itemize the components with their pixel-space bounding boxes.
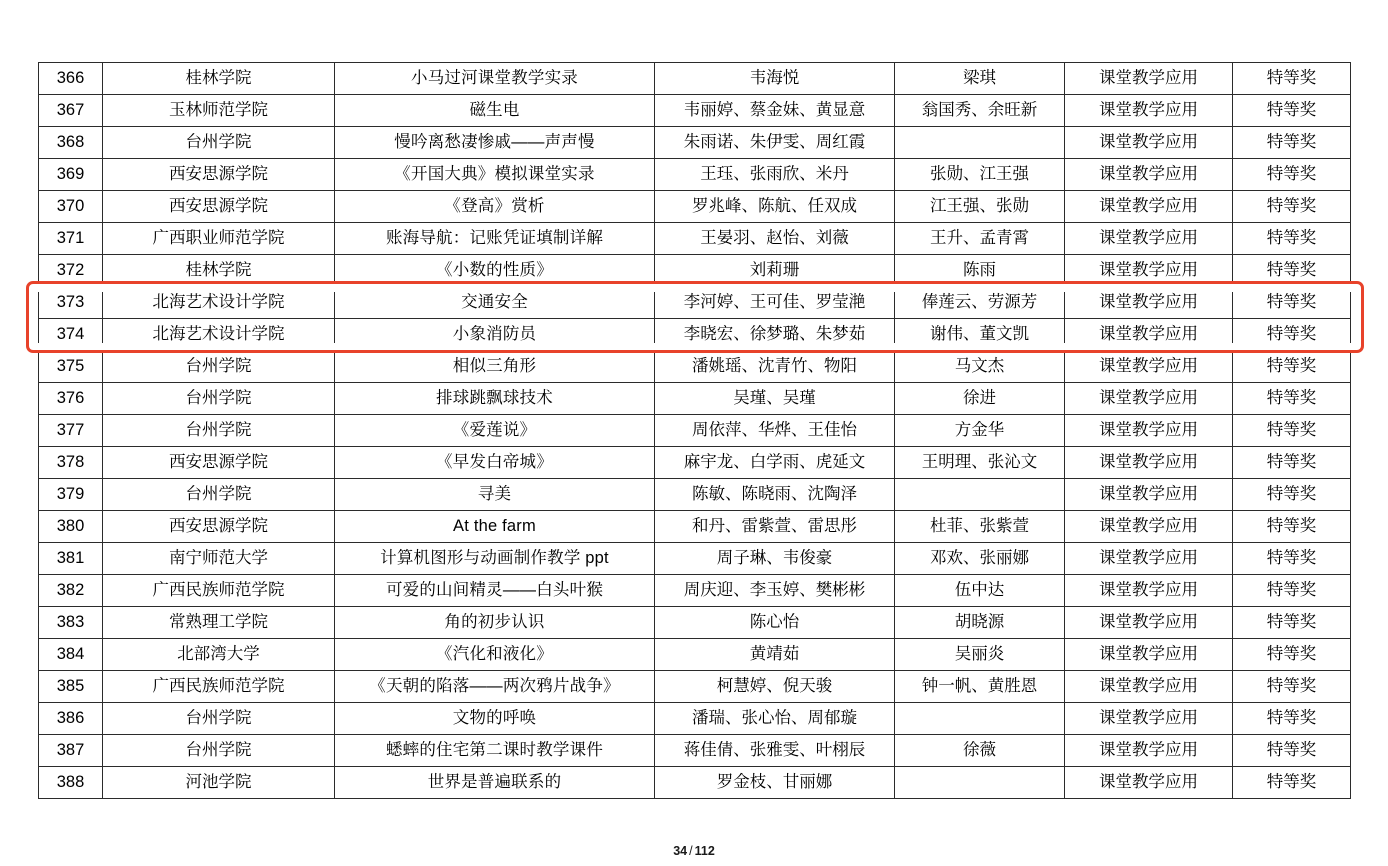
school-name: 台州学院: [103, 127, 335, 159]
authors: 黄靖茹: [655, 639, 895, 671]
award: 特等奖: [1233, 159, 1351, 191]
authors: 韦丽婷、蔡金妹、黄显意: [655, 95, 895, 127]
work-title: 世界是普遍联系的: [335, 767, 655, 799]
authors: 和丹、雷紫萱、雷思彤: [655, 511, 895, 543]
award: 特等奖: [1233, 383, 1351, 415]
work-title: 小马过河课堂教学实录: [335, 63, 655, 95]
advisors: [895, 127, 1065, 159]
row-number: 366: [39, 63, 103, 95]
work-title: 《汽化和液化》: [335, 639, 655, 671]
table-row: [39, 223, 1351, 255]
award: 特等奖: [1233, 735, 1351, 767]
advisors: 徐薇: [895, 735, 1065, 767]
row-number: 378: [39, 447, 103, 479]
school-name: 西安思源学院: [103, 511, 335, 543]
row-number: 377: [39, 415, 103, 447]
school-name: 常熟理工学院: [103, 607, 335, 639]
table-row: [39, 639, 1351, 671]
work-title: 《天朝的陷落——两次鸦片战争》: [335, 671, 655, 703]
category: 课堂教学应用: [1065, 159, 1233, 191]
row-number: 373: [39, 287, 103, 319]
table-row: [39, 703, 1351, 735]
category: 课堂教学应用: [1065, 287, 1233, 319]
work-title: 小象消防员: [335, 319, 655, 351]
authors: 潘姚瑶、沈青竹、物阳: [655, 351, 895, 383]
category: 课堂教学应用: [1065, 639, 1233, 671]
table-row: [39, 607, 1351, 639]
work-title: 排球跳飘球技术: [335, 383, 655, 415]
award: 特等奖: [1233, 415, 1351, 447]
category: 课堂教学应用: [1065, 383, 1233, 415]
category: 课堂教学应用: [1065, 255, 1233, 287]
advisors: 钟一帆、黄胜恩: [895, 671, 1065, 703]
award: 特等奖: [1233, 447, 1351, 479]
category: 课堂教学应用: [1065, 63, 1233, 95]
award-list-table-container: [38, 62, 1350, 799]
row-number: 388: [39, 767, 103, 799]
authors: 王晏羽、赵怡、刘薇: [655, 223, 895, 255]
school-name: 河池学院: [103, 767, 335, 799]
table-row: [39, 63, 1351, 95]
award: 特等奖: [1233, 319, 1351, 351]
advisors: 翁国秀、余旺新: [895, 95, 1065, 127]
advisors: 伍中达: [895, 575, 1065, 607]
authors: 周依萍、华烨、王佳怡: [655, 415, 895, 447]
category: 课堂教学应用: [1065, 319, 1233, 351]
row-number: 371: [39, 223, 103, 255]
category: 课堂教学应用: [1065, 575, 1233, 607]
row-number: 385: [39, 671, 103, 703]
table-row: [39, 511, 1351, 543]
page-footer: [0, 844, 1388, 858]
category: 课堂教学应用: [1065, 351, 1233, 383]
work-title: 慢吟离愁凄惨戚——声声慢: [335, 127, 655, 159]
work-title: 角的初步认识: [335, 607, 655, 639]
category: 课堂教学应用: [1065, 447, 1233, 479]
work-title: 磁生电: [335, 95, 655, 127]
award: 特等奖: [1233, 287, 1351, 319]
award: 特等奖: [1233, 671, 1351, 703]
school-name: 台州学院: [103, 351, 335, 383]
table-row: [39, 447, 1351, 479]
work-title: 《小数的性质》: [335, 255, 655, 287]
school-name: 台州学院: [103, 415, 335, 447]
category: 课堂教学应用: [1065, 767, 1233, 799]
advisors: 方金华: [895, 415, 1065, 447]
school-name: 广西民族师范学院: [103, 671, 335, 703]
authors: 李河婷、王可佳、罗莹滟: [655, 287, 895, 319]
row-number: 386: [39, 703, 103, 735]
award: 特等奖: [1233, 191, 1351, 223]
award: 特等奖: [1233, 127, 1351, 159]
authors: 罗金枝、甘丽娜: [655, 767, 895, 799]
row-number: 374: [39, 319, 103, 351]
row-number: 381: [39, 543, 103, 575]
table-row: [39, 287, 1351, 319]
advisors: 王升、孟青霄: [895, 223, 1065, 255]
category: 课堂教学应用: [1065, 415, 1233, 447]
table-row: [39, 415, 1351, 447]
table-row: [39, 479, 1351, 511]
footer-separator: /: [689, 844, 693, 858]
work-title: 账海导航：记账凭证填制详解: [335, 223, 655, 255]
advisors: 俸莲云、劳源芳: [895, 287, 1065, 319]
table-row: [39, 351, 1351, 383]
row-number: 382: [39, 575, 103, 607]
school-name: 西安思源学院: [103, 159, 335, 191]
authors: 韦海悦: [655, 63, 895, 95]
table-row: [39, 255, 1351, 287]
school-name: 台州学院: [103, 383, 335, 415]
row-number: 370: [39, 191, 103, 223]
award: 特等奖: [1233, 479, 1351, 511]
table-row: [39, 159, 1351, 191]
work-title: 计算机图形与动画制作教学 ppt: [335, 543, 655, 575]
authors: 王珏、张雨欣、米丹: [655, 159, 895, 191]
school-name: 西安思源学院: [103, 447, 335, 479]
table-row: [39, 95, 1351, 127]
authors: 刘莉珊: [655, 255, 895, 287]
advisors: [895, 479, 1065, 511]
advisors: 邓欢、张丽娜: [895, 543, 1065, 575]
table-row: [39, 383, 1351, 415]
table-row: [39, 735, 1351, 767]
award: 特等奖: [1233, 607, 1351, 639]
advisors: 谢伟、董文凯: [895, 319, 1065, 351]
work-title: 《爱莲说》: [335, 415, 655, 447]
table-row: [39, 543, 1351, 575]
advisors: 徐进: [895, 383, 1065, 415]
advisors: [895, 767, 1065, 799]
row-number: 380: [39, 511, 103, 543]
row-number: 376: [39, 383, 103, 415]
award: 特等奖: [1233, 639, 1351, 671]
footer-total-pages: 112: [694, 844, 715, 858]
authors: 周庆迎、李玉婷、樊彬彬: [655, 575, 895, 607]
work-title: 蟋蟀的住宅第二课时教学课件: [335, 735, 655, 767]
award: 特等奖: [1233, 703, 1351, 735]
school-name: 台州学院: [103, 735, 335, 767]
advisors: 杜菲、张紫萱: [895, 511, 1065, 543]
table-row: [39, 319, 1351, 351]
authors: 吴瑾、吴瑾: [655, 383, 895, 415]
advisors: 张勋、江王强: [895, 159, 1065, 191]
award-list-table: [38, 62, 1351, 799]
row-number: 372: [39, 255, 103, 287]
award: 特等奖: [1233, 223, 1351, 255]
school-name: 广西职业师范学院: [103, 223, 335, 255]
authors: 陈敏、陈晓雨、沈陶泽: [655, 479, 895, 511]
work-title: 寻美: [335, 479, 655, 511]
advisors: 马文杰: [895, 351, 1065, 383]
award: 特等奖: [1233, 63, 1351, 95]
work-title: 《早发白帝城》: [335, 447, 655, 479]
school-name: 玉林师范学院: [103, 95, 335, 127]
table-row: [39, 191, 1351, 223]
advisors: 梁琪: [895, 63, 1065, 95]
school-name: 北海艺术设计学院: [103, 287, 335, 319]
category: 课堂教学应用: [1065, 127, 1233, 159]
award: 特等奖: [1233, 575, 1351, 607]
table-row: [39, 671, 1351, 703]
work-title: 相似三角形: [335, 351, 655, 383]
advisors: [895, 703, 1065, 735]
authors: 周子琳、韦俊豪: [655, 543, 895, 575]
work-title: At the farm: [335, 511, 655, 543]
authors: 陈心怡: [655, 607, 895, 639]
category: 课堂教学应用: [1065, 671, 1233, 703]
advisors: 陈雨: [895, 255, 1065, 287]
authors: 柯慧婷、倪天骏: [655, 671, 895, 703]
award: 特等奖: [1233, 543, 1351, 575]
school-name: 北海艺术设计学院: [103, 319, 335, 351]
row-number: 384: [39, 639, 103, 671]
work-title: 可爱的山间精灵——白头叶猴: [335, 575, 655, 607]
category: 课堂教学应用: [1065, 607, 1233, 639]
school-name: 台州学院: [103, 703, 335, 735]
school-name: 西安思源学院: [103, 191, 335, 223]
authors: 潘瑞、张心怡、周郁璇: [655, 703, 895, 735]
authors: 麻宇龙、白学雨、虎延文: [655, 447, 895, 479]
advisors: 吴丽炎: [895, 639, 1065, 671]
row-number: 379: [39, 479, 103, 511]
category: 课堂教学应用: [1065, 223, 1233, 255]
school-name: 南宁师范大学: [103, 543, 335, 575]
category: 课堂教学应用: [1065, 735, 1233, 767]
advisors: 胡晓源: [895, 607, 1065, 639]
row-number: 369: [39, 159, 103, 191]
advisors: 王明理、张沁文: [895, 447, 1065, 479]
authors: 蒋佳倩、张雅雯、叶栩辰: [655, 735, 895, 767]
row-number: 383: [39, 607, 103, 639]
row-number: 387: [39, 735, 103, 767]
category: 课堂教学应用: [1065, 703, 1233, 735]
school-name: 台州学院: [103, 479, 335, 511]
advisors: 江王强、张勋: [895, 191, 1065, 223]
table-row: [39, 767, 1351, 799]
row-number: 375: [39, 351, 103, 383]
footer-current-page: 34: [673, 844, 688, 858]
authors: 李晓宏、徐梦璐、朱梦茹: [655, 319, 895, 351]
row-number: 367: [39, 95, 103, 127]
school-name: 广西民族师范学院: [103, 575, 335, 607]
table-row: [39, 127, 1351, 159]
work-title: 交通安全: [335, 287, 655, 319]
award: 特等奖: [1233, 351, 1351, 383]
category: 课堂教学应用: [1065, 543, 1233, 575]
category: 课堂教学应用: [1065, 191, 1233, 223]
award: 特等奖: [1233, 95, 1351, 127]
work-title: 《登高》赏析: [335, 191, 655, 223]
authors: 罗兆峰、陈航、任双成: [655, 191, 895, 223]
work-title: 《开国大典》模拟课堂实录: [335, 159, 655, 191]
authors: 朱雨诺、朱伊雯、周红霞: [655, 127, 895, 159]
work-title: 文物的呼唤: [335, 703, 655, 735]
award: 特等奖: [1233, 767, 1351, 799]
row-number: 368: [39, 127, 103, 159]
school-name: 北部湾大学: [103, 639, 335, 671]
award: 特等奖: [1233, 255, 1351, 287]
school-name: 桂林学院: [103, 63, 335, 95]
category: 课堂教学应用: [1065, 479, 1233, 511]
school-name: 桂林学院: [103, 255, 335, 287]
table-body: [39, 63, 1351, 799]
category: 课堂教学应用: [1065, 95, 1233, 127]
table-row: [39, 575, 1351, 607]
award: 特等奖: [1233, 511, 1351, 543]
category: 课堂教学应用: [1065, 511, 1233, 543]
